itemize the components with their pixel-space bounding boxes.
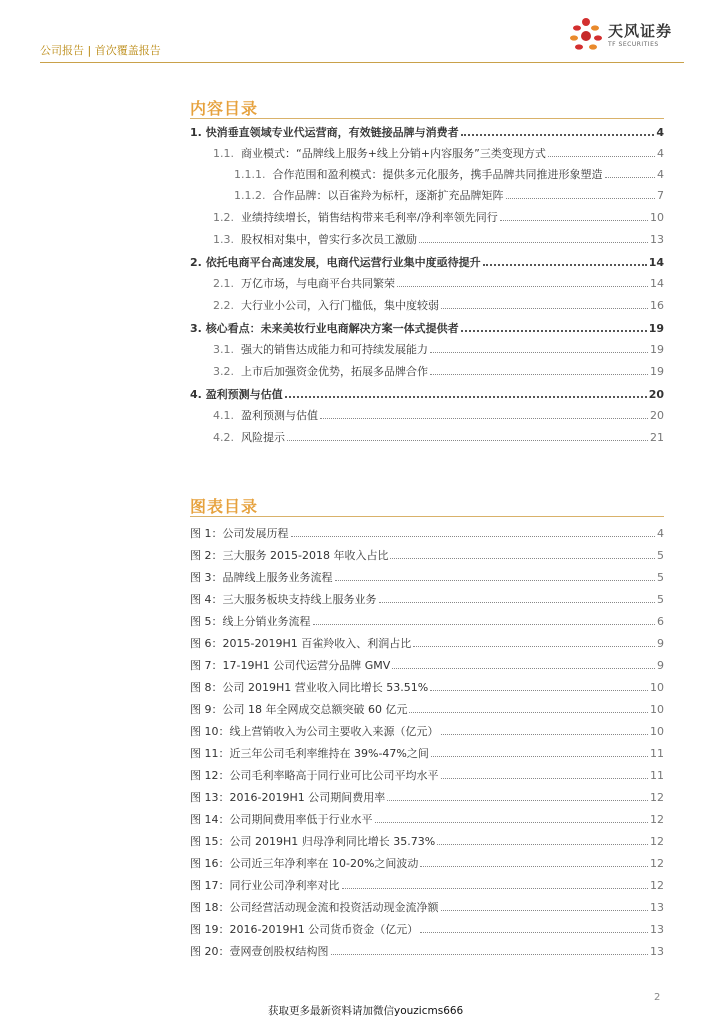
contents-title-rule bbox=[190, 118, 664, 119]
page-number: 2 bbox=[654, 992, 661, 1003]
toc-entry[interactable]: 3.2. 上市后加强资金优势，拓展多品牌合作 19 bbox=[213, 362, 664, 380]
figure-entry[interactable]: 图 16：公司近三年净利率在 10-20%之间波动 12 bbox=[190, 854, 664, 872]
figure-entry[interactable]: 图 7：17-19H1 公司代运营分品牌 GMV 9 bbox=[190, 656, 664, 674]
figure-entry[interactable]: 图 9：公司 18 年全网成交总额突破 60 亿元 10 bbox=[190, 700, 664, 718]
figure-entry[interactable]: 图 10：线上营销收入为公司主要收入来源（亿元） 10 bbox=[190, 722, 664, 740]
company-logo bbox=[568, 14, 698, 58]
figure-entry[interactable]: 图 5：线上分销业务流程 6 bbox=[190, 612, 664, 630]
page-header bbox=[0, 0, 724, 70]
figures-title-rule bbox=[190, 516, 664, 517]
toc-entry[interactable]: 3.1. 强大的销售达成能力和可持续发展能力 19 bbox=[213, 340, 664, 358]
toc-entry[interactable]: 4.2. 风险提示 21 bbox=[213, 428, 664, 446]
toc-entry[interactable]: 1.1.2. 合作品牌：以百雀羚为标杆，逐渐扩充品牌矩阵 7 bbox=[234, 186, 664, 204]
logo-text-cn: 天风证券 bbox=[608, 22, 673, 40]
figure-entry[interactable]: 图 13：2016-2019H1 公司期间费用率 12 bbox=[190, 788, 664, 806]
toc-entry[interactable]: 2. 依托电商平台高速发展，电商代运营行业集中度亟待提升 14 bbox=[190, 252, 664, 270]
figure-entry[interactable]: 图 19：2016-2019H1 公司货币资金（亿元） 13 bbox=[190, 920, 664, 938]
toc-entry[interactable]: 1.3. 股权相对集中，曾实行多次员工激励 13 bbox=[213, 230, 664, 248]
toc-entry[interactable]: 4.1. 盈利预测与估值 20 bbox=[213, 406, 664, 424]
footer-note: 获取更多最新资料请加微信youzicms666 bbox=[268, 1005, 464, 1017]
figure-entry[interactable]: 图 6：2015-2019H1 百雀羚收入、利润占比 9 bbox=[190, 634, 664, 652]
report-type-label: 公司报告 | 首次覆盖报告 bbox=[40, 44, 161, 57]
toc-entry[interactable]: 2.1. 万亿市场，与电商平台共同繁荣 14 bbox=[213, 274, 664, 292]
toc-entry[interactable]: 3. 核心看点：未来美妆行业电商解决方案一体式提供者 19 bbox=[190, 318, 664, 336]
figure-entry[interactable]: 图 2：三大服务 2015-2018 年收入占比 5 bbox=[190, 546, 664, 564]
toc-entry[interactable]: 1. 快消垂直领域专业代运营商，有效链接品牌与消费者 4 bbox=[190, 122, 664, 140]
toc-entry[interactable]: 2.2. 大行业小公司，入行门槛低，集中度较弱 16 bbox=[213, 296, 664, 314]
figure-entry[interactable]: 图 12：公司毛利率略高于同行业可比公司平均水平 11 bbox=[190, 766, 664, 784]
toc-entry[interactable]: 1.1.1. 合作范围和盈利模式：提供多元化服务，携手品牌共同推进形象塑造 4 bbox=[234, 165, 664, 183]
logo-flower-icon bbox=[568, 14, 604, 58]
figure-entry[interactable]: 图 14：公司期间费用率低于行业水平 12 bbox=[190, 810, 664, 828]
contents-title: 内容目录 bbox=[190, 99, 259, 118]
toc-entry[interactable]: 4. 盈利预测与估值 20 bbox=[190, 384, 664, 402]
figure-entry[interactable]: 图 3：品牌线上服务业务流程 5 bbox=[190, 568, 664, 586]
header-divider bbox=[40, 62, 684, 63]
figure-entry[interactable]: 图 1：公司发展历程 4 bbox=[190, 524, 664, 542]
figure-entry[interactable]: 图 17：同行业公司净利率对比 12 bbox=[190, 876, 664, 894]
figure-entry[interactable]: 图 8：公司 2019H1 营业收入同比增长 53.51% 10 bbox=[190, 678, 664, 696]
toc-entry[interactable]: 1.2. 业绩持续增长，销售结构带来毛利率/净利率领先同行 10 bbox=[213, 208, 664, 226]
logo-text-en: TF SECURITIES bbox=[608, 41, 659, 48]
toc-entry[interactable]: 1.1. 商业模式：“品牌线上服务+线上分销+内容服务”三类变现方式 4 bbox=[213, 144, 664, 162]
figure-entry[interactable]: 图 15：公司 2019H1 归母净利同比增长 35.73% 12 bbox=[190, 832, 664, 850]
figures-title: 图表目录 bbox=[190, 497, 259, 516]
figure-entry[interactable]: 图 11：近三年公司毛利率维持在 39%-47%之间 11 bbox=[190, 744, 664, 762]
figure-entry[interactable]: 图 18：公司经营活动现金流和投资活动现金流净额 13 bbox=[190, 898, 664, 916]
figure-entry[interactable]: 图 20：壹网壹创股权结构图 13 bbox=[190, 942, 664, 960]
figure-entry[interactable]: 图 4：三大服务板块支持线上服务业务 5 bbox=[190, 590, 664, 608]
